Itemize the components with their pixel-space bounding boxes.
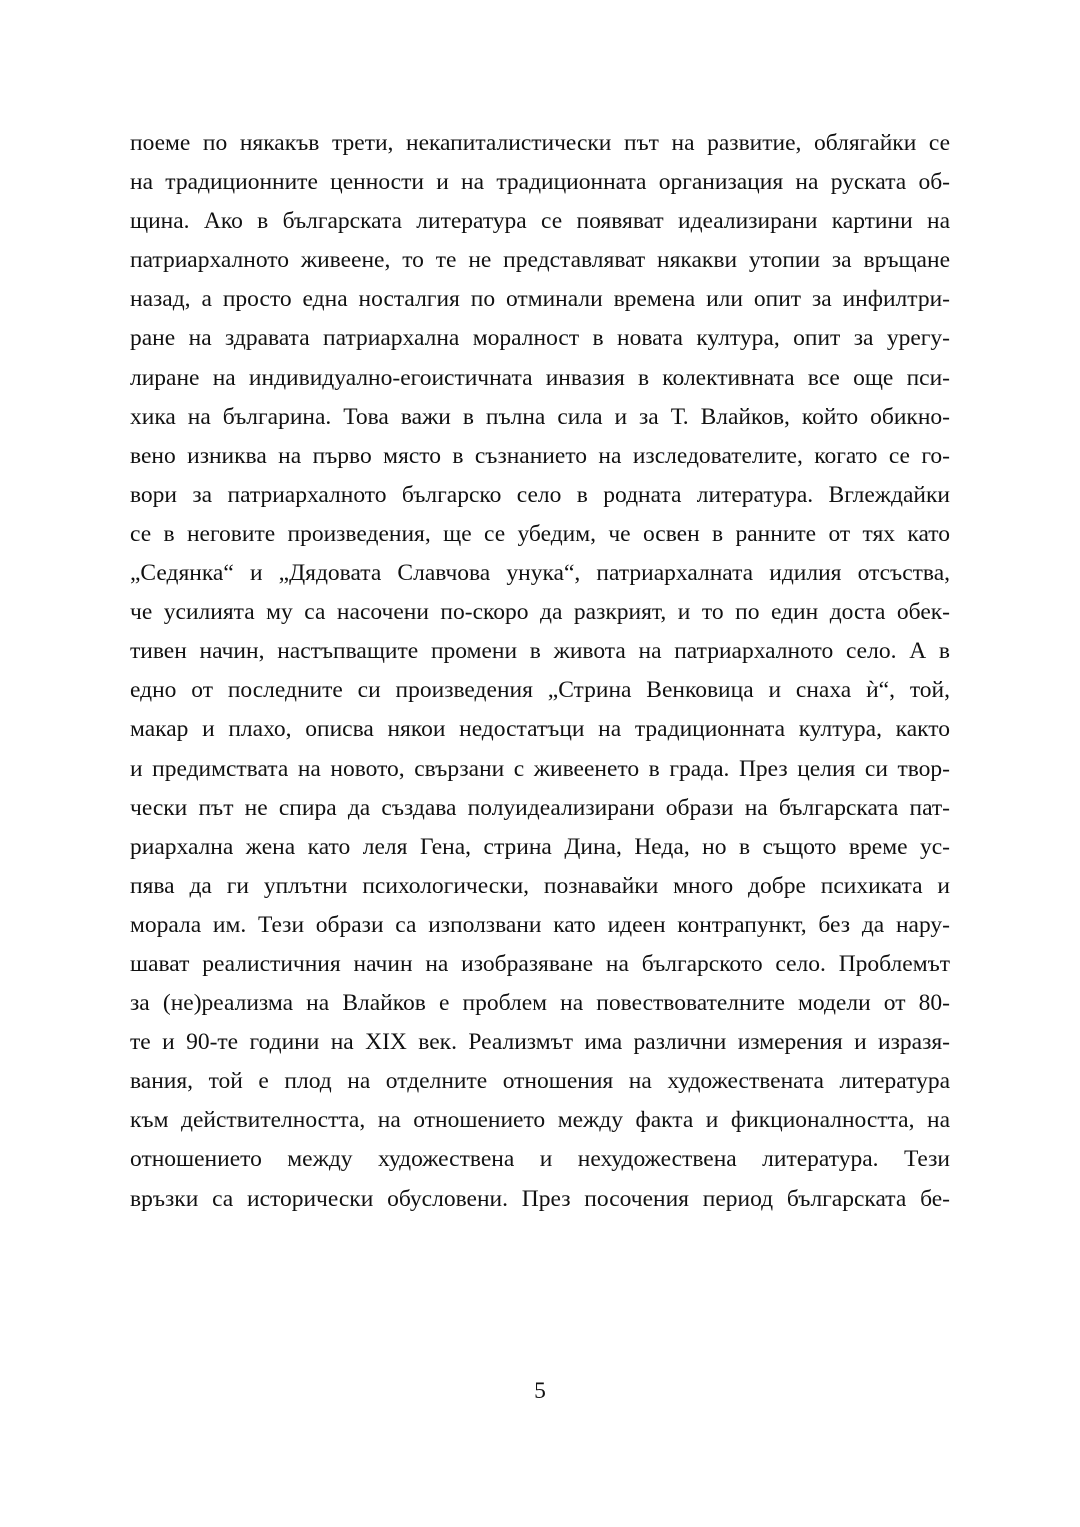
text-line: и предимствата на новото, свързани с живеенето в града. През целия си твор-	[130, 755, 950, 782]
text-line: „Седянка“ и „Дядовата Славчова унука“, патриархалната идилия отсъства,	[130, 560, 950, 587]
text-line: поеме по някакъв трети, некапиталистически път на развитие, облягайки се	[130, 130, 950, 156]
text-line: ране на здравата патриархална моралност в новата култура, опит за урегу-	[130, 325, 950, 352]
text-line: вено изниква на първо място в съзнанието на изследователите, когато се го-	[130, 442, 950, 469]
text-line: се в неговите произведения, ще се убедим, че освен в ранните от тях като	[130, 520, 950, 547]
text-line: вания, той е плод на отделните отношения на художествената литература	[130, 1068, 950, 1095]
text-line: връзки са исторически обусловени. През посочения период българската бе-	[130, 1185, 950, 1212]
text-line: тивен начин, настъпващите промени в живота на патриархалното село. А в	[130, 638, 950, 665]
text-line: те и 90-те години на XIX век. Реализмът има различни измерения и изразя-	[130, 1029, 950, 1056]
text-line: риархална жена като леля Гена, стрина Дина, Неда, но в същото време ус-	[130, 833, 950, 860]
page-number: 5	[534, 1378, 546, 1404]
text-line: че усилията му са насочени по-скоро да разкрият, и то по един доста обек-	[130, 599, 950, 626]
text-line: лиране на индивидуално-егоистичната инвазия в колективната все още пси-	[130, 364, 950, 391]
text-line: чески път не спира да създава полуидеализирани образи на българската пат-	[130, 794, 950, 821]
text-line: отношението между художествена и нехудожествена литература. Тези	[130, 1146, 950, 1173]
text-line: на традиционните ценности и на традиционната организация на руската об-	[130, 169, 950, 196]
body-paragraph	[130, 124, 950, 1219]
text-line: пява да ги уплътни психологически, познавайки много добре психиката и	[130, 872, 950, 899]
text-line: морала им. Тези образи са използвани като идеен контрапункт, без да нару-	[130, 911, 950, 938]
text-line: назад, а просто една носталгия по отминали времена или опит за инфилтри-	[130, 286, 950, 313]
text-line: шават реалистичния начин на изобразяване на българското село. Проблемът	[130, 950, 950, 977]
text-line: за (не)реализма на Влайков е проблем на повествователните модели от 80-	[130, 990, 950, 1017]
text-line: патриархалното живеене, то те не представляват някакви утопии за връщане	[130, 247, 950, 274]
text-line: макар и плахо, описва някои недостатъци на традиционната култура, както	[130, 716, 950, 743]
text-line: към действителността, на отношението между факта и фикционалността, на	[130, 1107, 950, 1134]
text-line: едно от последните си произведения „Стрина Венковица и снаха ѝ“, той,	[130, 677, 950, 704]
text-line: щина. Ако в българската литература се появяват идеализирани картини на	[130, 208, 950, 235]
text-line: вори за патриархалното българско село в родната литература. Вглеждайки	[130, 481, 950, 508]
text-line: хика на българина. Това важи в пълна сила и за Т. Влайков, който обикно-	[130, 403, 950, 430]
